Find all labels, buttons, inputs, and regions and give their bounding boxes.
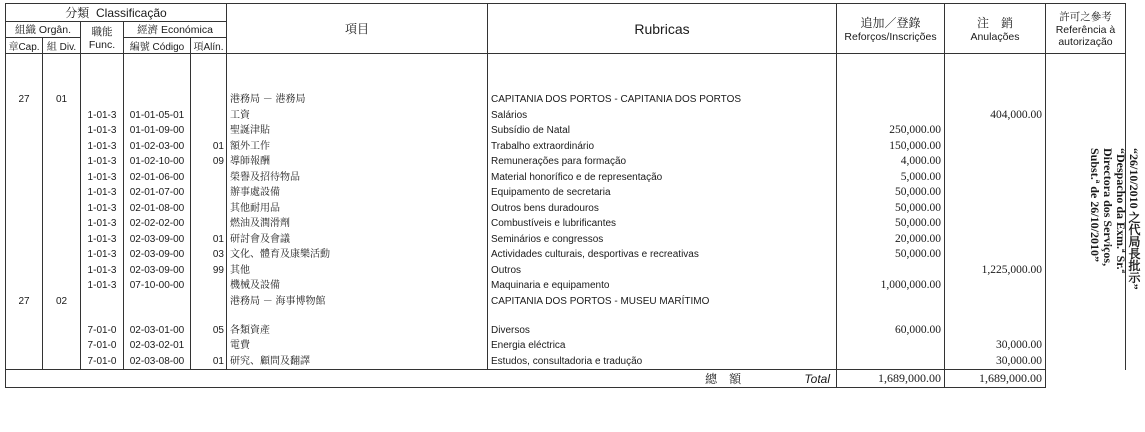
- rubrica-cell: Salários: [488, 108, 837, 124]
- reforcos-cell: 250,000.00: [837, 123, 945, 139]
- total-pt-label: Total: [804, 372, 830, 386]
- item-cn-cell: 研討會及會議: [227, 232, 488, 248]
- code-cell: 02-03-09-00: [124, 263, 191, 279]
- rubrica-cell: Maquinaria e equipamento: [488, 278, 837, 294]
- item-cn-cell: 各類資產: [227, 323, 488, 339]
- rubrica-cell: Remunerações para formação: [488, 154, 837, 170]
- authorization-cell: [1046, 354, 1126, 370]
- alin-cell: [191, 108, 227, 124]
- code-cell: 02-01-06-00: [124, 170, 191, 186]
- item-cn-cell: 聖誕津貼: [227, 123, 488, 139]
- classification-header: 分類 Classificação: [6, 4, 227, 22]
- alin-cell: [191, 338, 227, 354]
- reforcos-cell: 20,000.00: [837, 232, 945, 248]
- cap-cell: [6, 139, 43, 155]
- alin-cell: 99: [191, 263, 227, 279]
- alin-cell: [191, 216, 227, 232]
- cap-cell: [6, 338, 43, 354]
- reforcos-cell: 50,000.00: [837, 185, 945, 201]
- cap-cell: 27: [6, 294, 43, 323]
- rubrica-cell: Outros: [488, 263, 837, 279]
- anulacoes-cell: [945, 201, 1046, 217]
- reforcos-cell: 5,000.00: [837, 170, 945, 186]
- table-row: [6, 79, 1126, 108]
- alin-cell: [191, 185, 227, 201]
- cap-cell: [6, 278, 43, 294]
- alin-cell: 01: [191, 139, 227, 155]
- func-cell: 1-01-3: [81, 247, 124, 263]
- func-cell: 1-01-3: [81, 123, 124, 139]
- codigo-header: 編號 Código: [124, 38, 191, 54]
- table-row: [6, 139, 1126, 155]
- table-row: [6, 263, 1126, 279]
- anulacoes-cell: [945, 170, 1046, 186]
- item-cn-header: 項目: [227, 4, 488, 54]
- func-cell: 1-01-3: [81, 278, 124, 294]
- anulacoes-cell: [945, 294, 1046, 323]
- code-cell: 01-01-09-00: [124, 123, 191, 139]
- code-cell: 02-03-09-00: [124, 247, 191, 263]
- code-cell: 01-01-05-01: [124, 108, 191, 124]
- code-cell: 02-03-02-01: [124, 338, 191, 354]
- table-row: [6, 278, 1126, 294]
- item-cn-cell: 電費: [227, 338, 488, 354]
- alin-cell: [191, 79, 227, 108]
- table-row: [6, 154, 1126, 170]
- cap-cell: [6, 247, 43, 263]
- table-row: [6, 201, 1126, 217]
- item-cn-cell: 燃油及潤滑劑: [227, 216, 488, 232]
- alin-cell: [191, 294, 227, 323]
- authorization-reference: “26/10/2010 之代局長批示” “Despacho da Exm.ª Sr.ª Directora dos Serviços, Subst.ª de 26/10/2010”: [1088, 148, 1141, 290]
- authorization-header: 許可之參考 Referência à autorização: [1046, 4, 1126, 54]
- func-cell: 7-01-0: [81, 338, 124, 354]
- authorization-cell: [1046, 338, 1126, 354]
- code-cell: [124, 79, 191, 108]
- func-cell: 1-01-3: [81, 185, 124, 201]
- cap-cell: [6, 201, 43, 217]
- div-cell: [43, 263, 81, 279]
- cap-cell: [6, 323, 43, 339]
- func-cell: 7-01-0: [81, 323, 124, 339]
- reforcos-cell: 50,000.00: [837, 201, 945, 217]
- authorization-cell: [1046, 323, 1126, 339]
- rubrica-cell: CAPITANIA DOS PORTOS - CAPITANIA DOS PORTOS: [488, 79, 837, 108]
- item-cn-cell: 其他: [227, 263, 488, 279]
- reforcos-cell: 150,000.00: [837, 139, 945, 155]
- anulacoes-cell: [945, 247, 1046, 263]
- item-cn-cell: 榮譽及招待物品: [227, 170, 488, 186]
- code-cell: 02-03-08-00: [124, 354, 191, 370]
- anulacoes-cell: [945, 216, 1046, 232]
- budget-table: [5, 3, 1126, 388]
- total-anulacoes: 1,689,000.00: [945, 370, 1046, 388]
- rubrica-cell: Equipamento de secretaria: [488, 185, 837, 201]
- div-cell: [43, 170, 81, 186]
- item-cn-cell: 辦事處設備: [227, 185, 488, 201]
- item-cn-cell: 研究、顧問及翻譯: [227, 354, 488, 370]
- table-row: [6, 294, 1126, 323]
- rubrica-cell: Estudos, consultadoria e tradução: [488, 354, 837, 370]
- table-row: [6, 185, 1126, 201]
- economica-header: 經濟 Económica: [124, 22, 227, 38]
- rubrica-cell: Energia eléctrica: [488, 338, 837, 354]
- func-header: 職能 Func.: [81, 22, 124, 54]
- item-cn-cell: 導師報酬: [227, 154, 488, 170]
- rubricas-header: Rubricas: [488, 4, 837, 54]
- cap-cell: [6, 185, 43, 201]
- alin-cell: [191, 201, 227, 217]
- code-cell: 02-03-09-00: [124, 232, 191, 248]
- reforcos-cell: [837, 108, 945, 124]
- code-cell: 07-10-00-00: [124, 278, 191, 294]
- func-cell: 1-01-3: [81, 108, 124, 124]
- total-cn-label: 總 額: [705, 372, 742, 386]
- anulacoes-cell: [945, 185, 1046, 201]
- item-cn-cell: 機械及設備: [227, 278, 488, 294]
- code-cell: 01-02-10-00: [124, 154, 191, 170]
- cap-cell: [6, 108, 43, 124]
- rubrica-cell: Combustíveis e lubrificantes: [488, 216, 837, 232]
- div-cell: [43, 323, 81, 339]
- div-cell: [43, 201, 81, 217]
- cap-cell: 27: [6, 79, 43, 108]
- func-cell: 1-01-3: [81, 201, 124, 217]
- cap-cell: [6, 170, 43, 186]
- anulacoes-cell: 30,000.00: [945, 338, 1046, 354]
- reforcos-cell: [837, 263, 945, 279]
- reforcos-cell: 4,000.00: [837, 154, 945, 170]
- alin-cell: 05: [191, 323, 227, 339]
- anulacoes-cell: [945, 323, 1046, 339]
- rubrica-cell: Diversos: [488, 323, 837, 339]
- cap-header: 章Cap.: [6, 38, 43, 54]
- div-cell: 02: [43, 294, 81, 323]
- alin-cell: 01: [191, 354, 227, 370]
- reforcos-cell: 60,000.00: [837, 323, 945, 339]
- func-cell: 7-01-0: [81, 354, 124, 370]
- rubrica-cell: CAPITANIA DOS PORTOS - MUSEU MARÍTIMO: [488, 294, 837, 323]
- reforcos-cell: [837, 294, 945, 323]
- table-row: [6, 338, 1126, 354]
- authorization-cell: [1046, 123, 1126, 139]
- authorization-cell: [1046, 108, 1126, 124]
- div-header: 組 Div.: [43, 38, 81, 54]
- organica-header: 組織 Orgân.: [6, 22, 81, 38]
- table-row: [6, 247, 1126, 263]
- func-cell: 1-01-3: [81, 216, 124, 232]
- rubrica-cell: Trabalho extraordinário: [488, 139, 837, 155]
- div-cell: [43, 278, 81, 294]
- table-row: [6, 216, 1126, 232]
- div-cell: [43, 108, 81, 124]
- reforcos-header: 追加／登錄 Reforços/Inscrições: [837, 4, 945, 54]
- authorization-cell: [1046, 79, 1126, 108]
- item-cn-cell: 其他耐用品: [227, 201, 488, 217]
- anulacoes-cell: [945, 123, 1046, 139]
- div-cell: [43, 123, 81, 139]
- anulacoes-cell: 30,000.00: [945, 354, 1046, 370]
- table-row: [6, 323, 1126, 339]
- reforcos-cell: 50,000.00: [837, 247, 945, 263]
- div-cell: [43, 232, 81, 248]
- rubrica-cell: Material honorífico e de representação: [488, 170, 837, 186]
- func-cell: 1-01-3: [81, 170, 124, 186]
- func-cell: 1-01-3: [81, 263, 124, 279]
- alin-cell: [191, 123, 227, 139]
- table-row: [6, 123, 1126, 139]
- code-cell: 02-01-08-00: [124, 201, 191, 217]
- anulacoes-cell: 404,000.00: [945, 108, 1046, 124]
- alin-cell: 09: [191, 154, 227, 170]
- rubrica-cell: Outros bens duradouros: [488, 201, 837, 217]
- code-cell: 02-01-07-00: [124, 185, 191, 201]
- div-cell: [43, 185, 81, 201]
- div-cell: [43, 354, 81, 370]
- func-cell: 1-01-3: [81, 139, 124, 155]
- alin-cell: 03: [191, 247, 227, 263]
- div-cell: [43, 247, 81, 263]
- cap-cell: [6, 216, 43, 232]
- item-cn-cell: 工資: [227, 108, 488, 124]
- func-cell: [81, 294, 124, 323]
- code-cell: 02-02-02-00: [124, 216, 191, 232]
- total-reforcos: 1,689,000.00: [837, 370, 945, 388]
- code-cell: [124, 294, 191, 323]
- func-cell: [81, 79, 124, 108]
- alin-cell: 01: [191, 232, 227, 248]
- rubrica-cell: Seminários e congressos: [488, 232, 837, 248]
- div-cell: 01: [43, 79, 81, 108]
- item-cn-cell: 額外工作: [227, 139, 488, 155]
- anulacoes-cell: [945, 278, 1046, 294]
- reforcos-cell: [837, 354, 945, 370]
- code-cell: 01-02-03-00: [124, 139, 191, 155]
- rubrica-cell: Subsídio de Natal: [488, 123, 837, 139]
- item-cn-cell: 港務局 － 港務局: [227, 79, 488, 108]
- rubrica-cell: Actividades culturais, desportivas e recreativas: [488, 247, 837, 263]
- cap-cell: [6, 123, 43, 139]
- alin-cell: [191, 170, 227, 186]
- total-row: [6, 370, 1126, 388]
- anulacoes-cell: [945, 232, 1046, 248]
- div-cell: [43, 154, 81, 170]
- table-row: [6, 232, 1126, 248]
- item-cn-cell: 港務局 － 海事博物館: [227, 294, 488, 323]
- table-row: [6, 108, 1126, 124]
- reforcos-cell: [837, 79, 945, 108]
- anulacoes-header: 注 銷 Anulações: [945, 4, 1046, 54]
- table-row: [6, 170, 1126, 186]
- table-row: [6, 354, 1126, 370]
- div-cell: [43, 216, 81, 232]
- reforcos-cell: 50,000.00: [837, 216, 945, 232]
- anulacoes-cell: [945, 139, 1046, 155]
- code-cell: 02-03-01-00: [124, 323, 191, 339]
- reforcos-cell: [837, 338, 945, 354]
- cap-cell: [6, 354, 43, 370]
- func-cell: 1-01-3: [81, 154, 124, 170]
- reforcos-cell: 1,000,000.00: [837, 278, 945, 294]
- anulacoes-cell: [945, 79, 1046, 108]
- func-cell: 1-01-3: [81, 232, 124, 248]
- cap-cell: [6, 263, 43, 279]
- anulacoes-cell: 1,225,000.00: [945, 263, 1046, 279]
- cap-cell: [6, 154, 43, 170]
- item-cn-cell: 文化、體育及康樂活動: [227, 247, 488, 263]
- cap-cell: [6, 232, 43, 248]
- div-cell: [43, 139, 81, 155]
- div-cell: [43, 338, 81, 354]
- anulacoes-cell: [945, 154, 1046, 170]
- alin-header: 項Alín.: [191, 38, 227, 54]
- alin-cell: [191, 278, 227, 294]
